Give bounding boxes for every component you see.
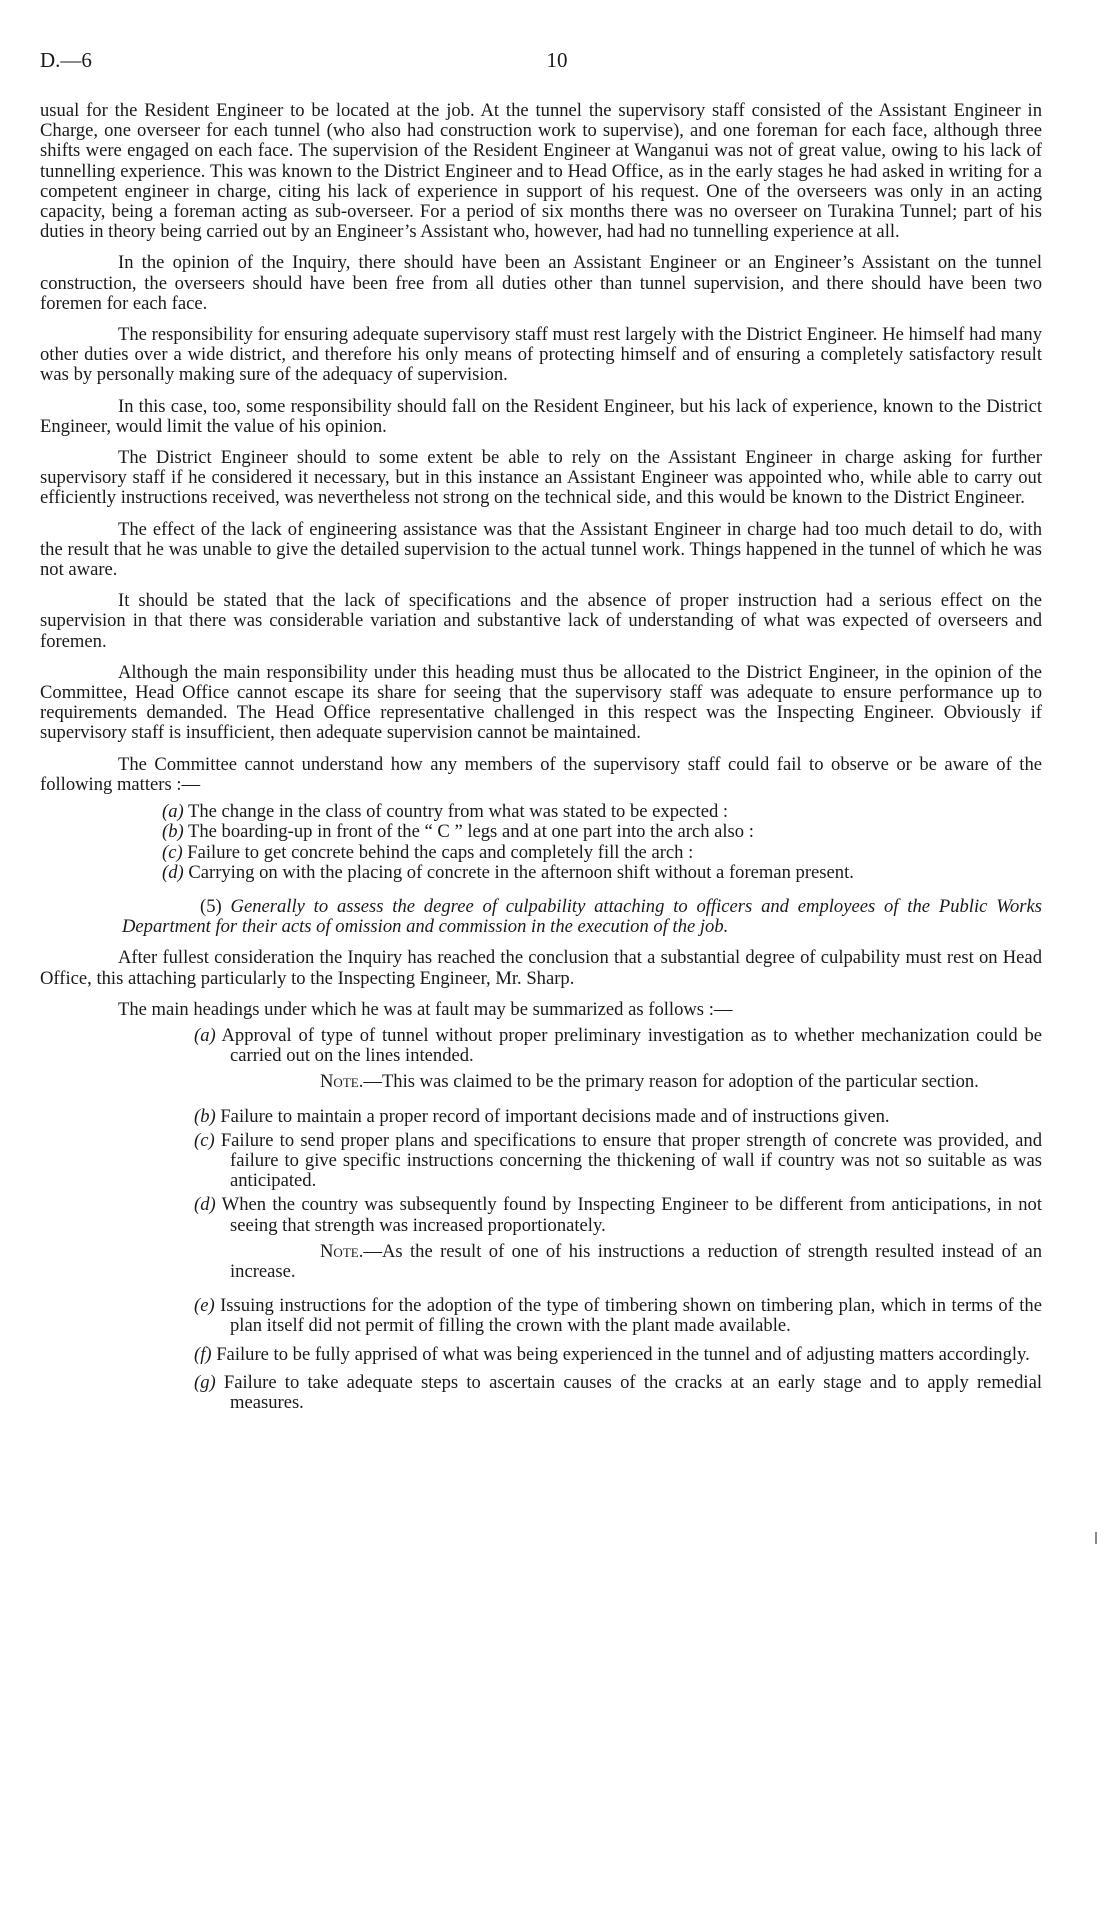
list-item <box>40 1107 1042 1127</box>
list-item <box>40 1195 1042 1235</box>
paragraph: The effect of the lack of engineering assistance was that the Assistant Engineer in charge had too much detail to do, with the result that he was unable to give the detailed supervision to the actual tunnel work. Things happened in the tunnel of which he was not aware. <box>40 518 1042 581</box>
item-label: (f) <box>194 1343 212 1365</box>
item-label: (d) <box>194 1194 216 1216</box>
note-text: —This was claimed to be the primary reason for adoption of the particular section. <box>363 1071 979 1093</box>
note <box>40 1242 1042 1282</box>
item-label: (a) <box>194 1024 216 1046</box>
item-text: Failure to get concrete behind the caps and completely fill the arch : <box>187 841 694 863</box>
item-label: (b) <box>194 1105 216 1127</box>
paragraph: The District Engineer should to some extent be able to rely on the Assistant Engineer in charge asking for further supervisory staff if he considered it necessary, but in this instance an Assistant Engineer was appointed who, while able to carry out efficiently instructions received, was nevertheless not strong on the technical side, and this would be known to the District Engineer. <box>40 447 1042 509</box>
matters-list <box>40 802 1042 883</box>
item-text: Failure to take adequate steps to ascertain causes of the cracks at an early stage and to apply remedial measures. <box>223 1371 1043 1413</box>
paragraph: After fullest consideration the Inquiry has reached the conclusion that a substantial degree of culpability must rest on Head Office, this attaching particularly to the Inspecting Engineer, Mr. Sharp. <box>40 947 1042 989</box>
list-item <box>40 1345 1042 1365</box>
paragraph: In the opinion of the Inquiry, there should have been an Assistant Engineer or an Engineer’s Assistant on the tunnel construction, the overseers should have been free from all duties other than tunnel supervision, and there should have been two foremen for each face. <box>40 252 1042 314</box>
paragraph: Although the main responsibility under this heading must thus be allocated to the District Engineer, in the opinion of the Committee, Head Office cannot escape its share for seeing that the supervisory staff was adequate to ensure performance up to requirements demanded. The Head Office representative challenged in this respect was the Inspecting Engineer. Obviously if supervisory staff is insufficient, then adequate supervision cannot be maintained. <box>40 661 1042 744</box>
page-number: 10 <box>546 48 568 72</box>
list-item <box>40 863 1042 883</box>
item-label: (c) <box>194 1129 215 1151</box>
item-text: Failure to maintain a proper record of important decisions made and of instructions given. <box>220 1105 890 1127</box>
margin-mark <box>1095 1532 1097 1544</box>
list-item <box>40 1026 1042 1066</box>
list-item <box>40 1373 1042 1413</box>
paragraph: usual for the Resident Engineer to be located at the job. At the tunnel the supervisory staff consisted of the Assistant Engineer in Charge, one overseer for each tunnel (who also had construction work to supervise), and one foreman for each face, although three shifts were engaged on each face. The supervision of the Resident Engineer at Wanganui was not of great value, owing to his lack of tunnelling experience. This was known to the District Engineer and to Head Office, as in the early stages he had asked in writing for a competent engineer in charge, citing his lack of experience in support of his request. One of the overseers was only in an acting capacity, being a foreman acting as sub-overseer. For a period of six months there was no overseer on Turakina Tunnel; part of his duties in theory being carried out by an Engineer’s Assistant who, however, had had no tunnelling experience at all. <box>40 100 1042 243</box>
item-label: (a) <box>162 801 184 823</box>
section-number: (5) <box>200 895 222 917</box>
page-header <box>40 48 1074 78</box>
note <box>40 1072 1042 1092</box>
section-heading <box>40 897 1042 937</box>
item-text: When the country was subsequently found by Inspecting Engineer to be different from anticipations, in not seeing that strength was increased proportionately. <box>221 1194 1043 1236</box>
list-item <box>40 822 1042 842</box>
item-text: Failure to be fully apprised of what was being experienced in the tunnel and of adjusting matters accordingly. <box>216 1343 1030 1365</box>
item-text: Issuing instructions for the adoption of the type of timbering shown on timbering plan, which in terms of the plan itself did not permit of filling the crown with the plant made available. <box>220 1295 1042 1337</box>
note-label: Note. <box>320 1240 364 1262</box>
faults-list <box>40 1026 1042 1413</box>
item-text: The boarding-up in front of the “ C ” legs and at one part into the arch also : <box>188 821 754 843</box>
item-label: (g) <box>194 1371 216 1393</box>
item-text: Approval of type of tunnel without proper preliminary investigation as to whether mechanization could be carried out on the lines intended. <box>221 1024 1042 1067</box>
document-reference: D.—6 <box>40 48 92 72</box>
item-text: The change in the class of country from what was stated to be expected : <box>188 801 729 823</box>
list-item <box>40 1131 1042 1192</box>
item-label: (e) <box>194 1295 215 1317</box>
paragraph: The responsibility for ensuring adequate supervisory staff must rest largely with the District Engineer. He himself had many other duties over a wide district, and therefore his only means of protecting himself and of ensuring a completely satisfactory result was by personally making sure of the adequacy of supervision. <box>40 324 1042 386</box>
note-label: Note. <box>320 1071 364 1093</box>
note-text: —As the result of one of his instructions a reduction of strength resulted instead of an increase. <box>230 1240 1042 1282</box>
item-label: (d) <box>162 861 184 883</box>
list-item <box>40 843 1042 863</box>
list-item <box>40 802 1042 822</box>
list-item <box>40 1296 1042 1336</box>
item-label: (c) <box>162 841 183 863</box>
item-text: Carrying on with the placing of concrete in the afternoon shift without a foreman present. <box>188 861 854 883</box>
item-label: (b) <box>162 821 184 843</box>
paragraph: In this case, too, some responsibility should fall on the Resident Engineer, but his lack of experience, known to the District Engineer, would limit the value of his opinion. <box>40 395 1042 437</box>
paragraph: The main headings under which he was at fault may be summarized as follows :— <box>118 998 733 1020</box>
paragraph: The Committee cannot understand how any members of the supervisory staff could fail to observe or be aware of the following matters :— <box>40 753 1042 795</box>
page-body <box>40 101 1042 1421</box>
paragraph: It should be stated that the lack of specifications and the absence of proper instruction had a serious effect on the supervision in that there was considerable variation and substantive lack of understanding of what was expected of overseers and foremen. <box>40 590 1042 652</box>
item-text: Failure to send proper plans and specifications to ensure that proper strength of concrete was provided, and failure to give specific instructions concerning the thickening of wall if country was not so suitable as was anticipated. <box>220 1129 1042 1192</box>
section-title: Generally to assess the degree of culpability attaching to officers and employees of the Public Works Department for their acts of omission and commission in the execution of the job. <box>122 895 1042 938</box>
